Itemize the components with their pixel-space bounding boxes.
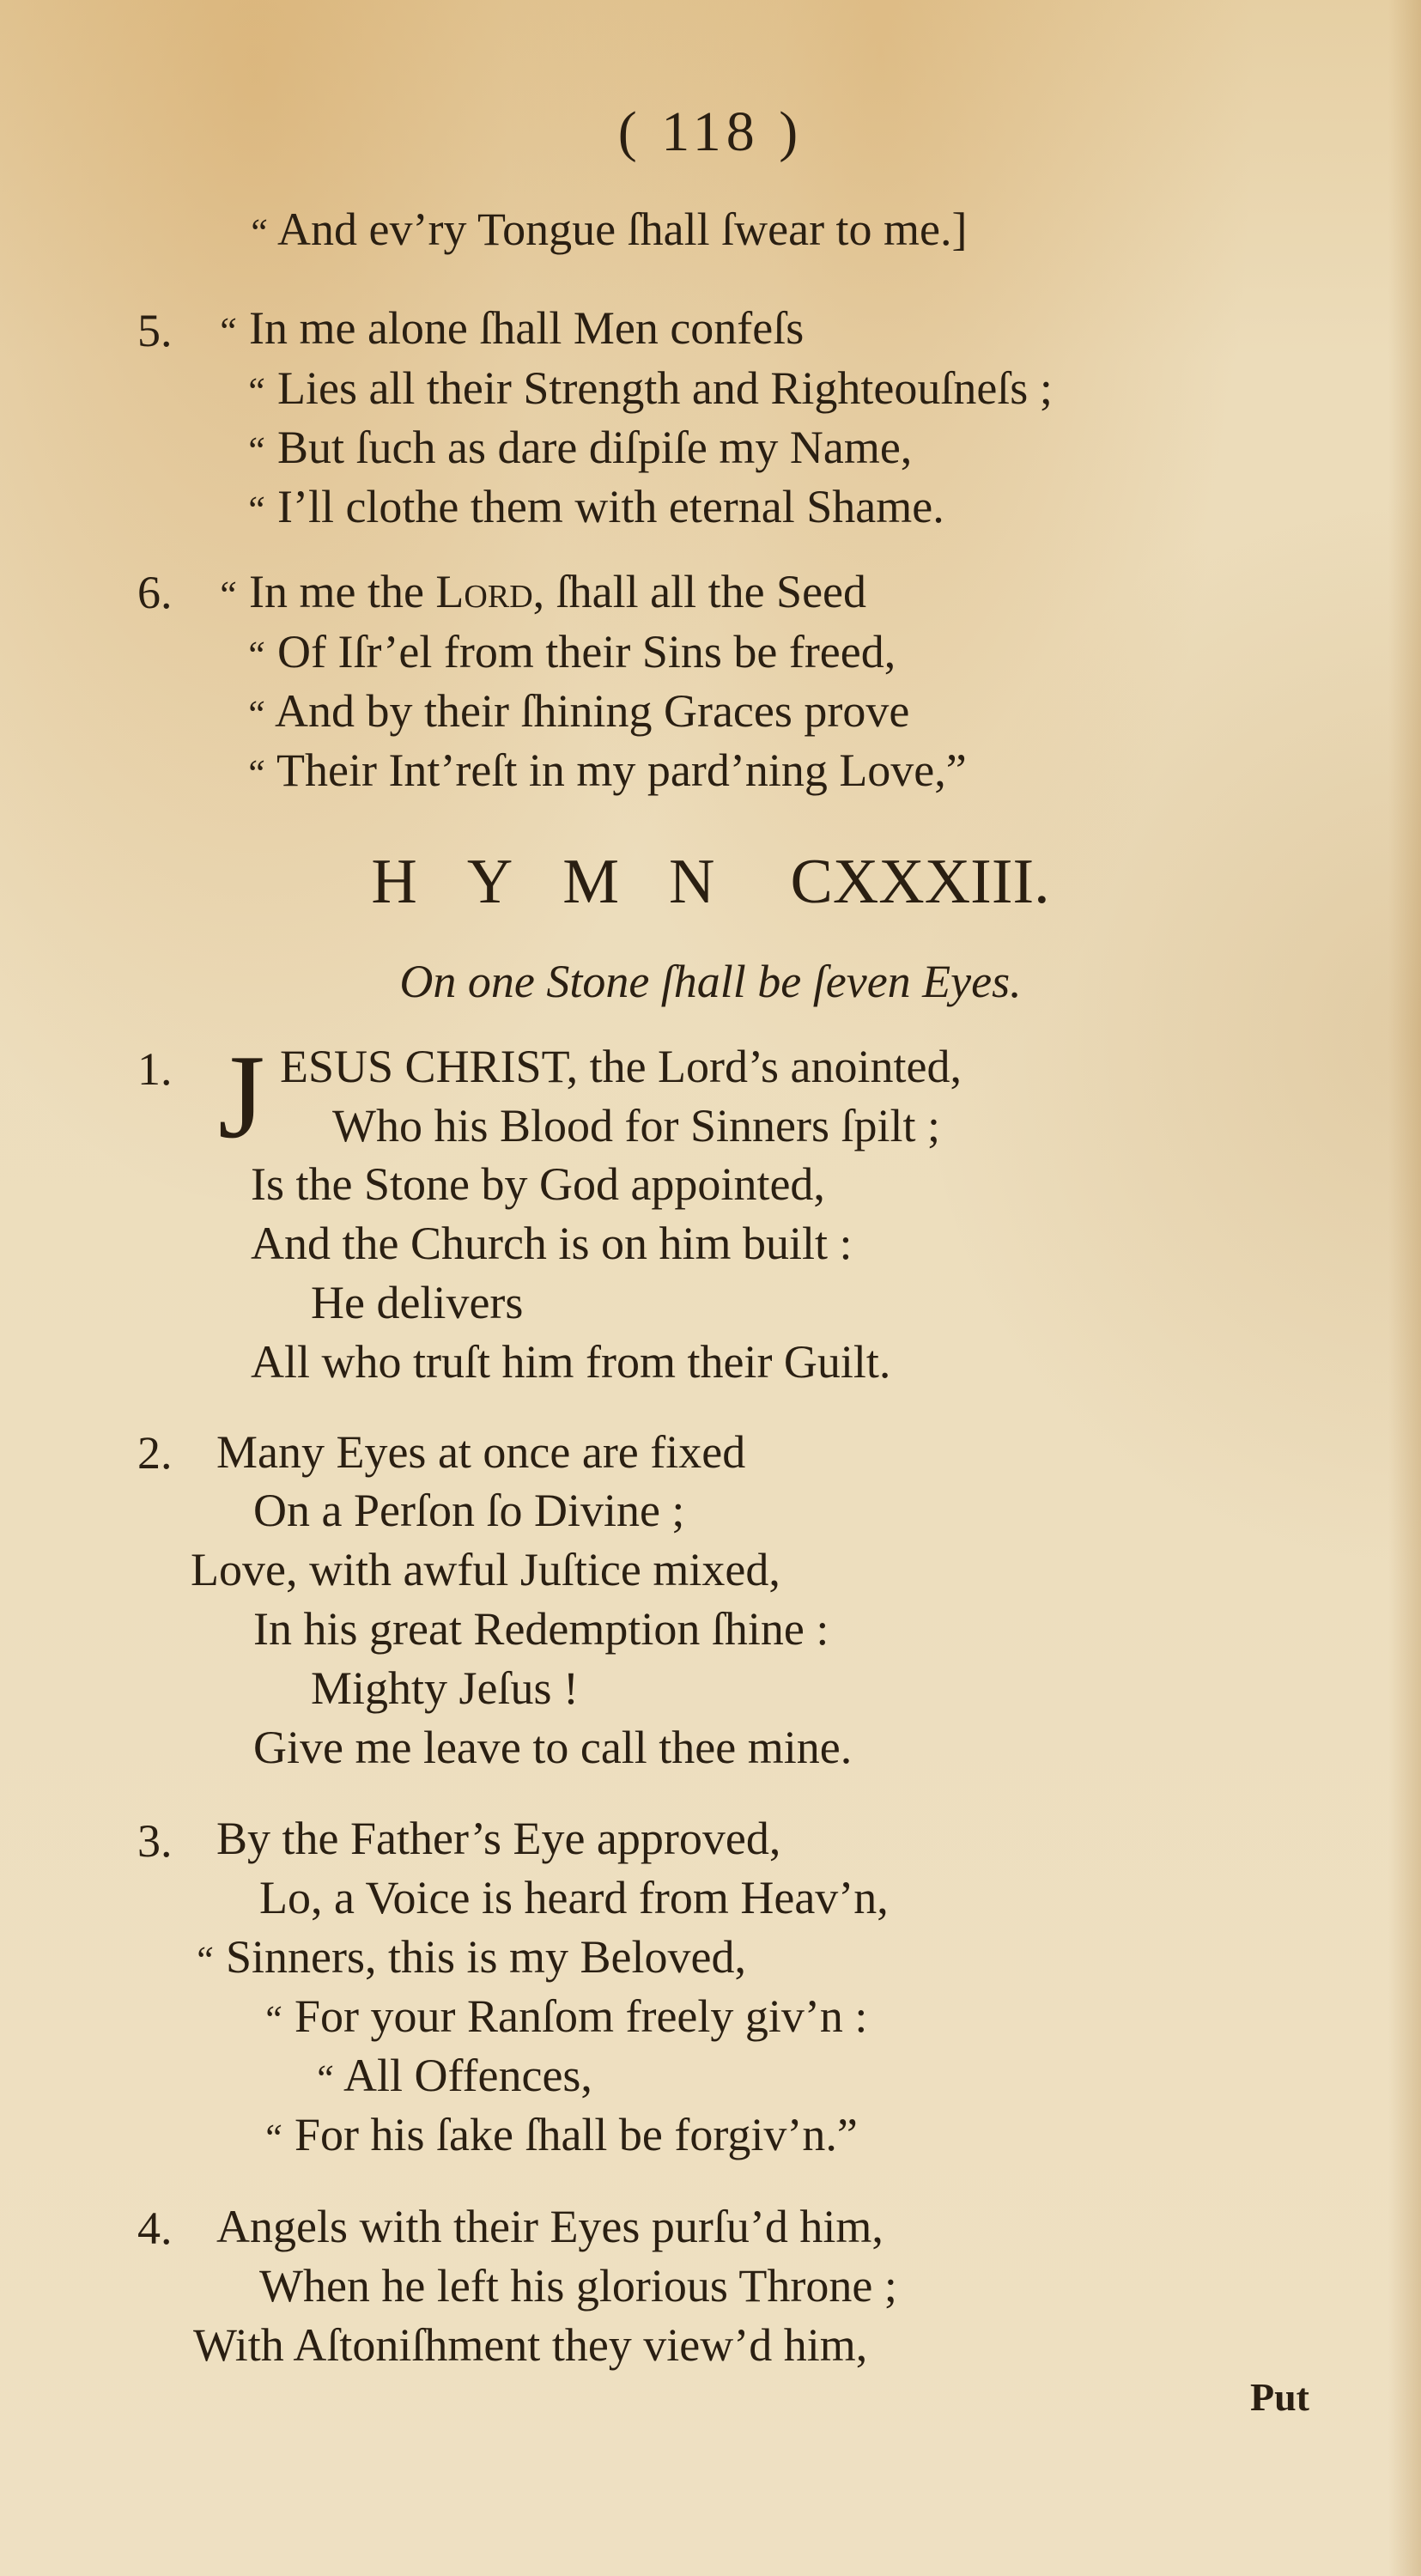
stanza-number: 4. xyxy=(137,2202,173,2254)
verse-line: “ And by their ſhining Graces prove xyxy=(245,685,910,737)
stanza-number: 3. xyxy=(137,1815,173,1867)
verse-line: “ Of Iſr’el from their Sins be freed, xyxy=(245,626,896,677)
verse-line: All who truſt him from their Guilt. xyxy=(251,1336,891,1388)
verse-line: When he left his glorious Throne ; xyxy=(259,2260,897,2312)
page-number: ( 118 ) xyxy=(617,100,804,163)
verse-line: Is the Stone by God appointed, xyxy=(251,1158,825,1210)
verse-line: “ In me alone ſhall Men confeſs xyxy=(216,302,805,354)
drop-cap: J xyxy=(218,1030,265,1163)
verse-line: Angels with their Eyes purſu’d him, xyxy=(216,2201,884,2252)
verse-line: With Aſtoniſhment they view’d him, xyxy=(193,2319,868,2371)
verse-line: Give me leave to call thee mine. xyxy=(253,1722,853,1773)
verse-line: Lo, a Voice is heard from Heav’n, xyxy=(259,1872,889,1923)
verse-line: “ For your Ranſom freely giv’n : xyxy=(262,1990,868,2042)
verse-line: By the Father’s Eye approved, xyxy=(216,1813,781,1864)
verse-line: ESUS CHRIST, the Lord’s anointed, xyxy=(280,1041,962,1092)
verse-line: “ Lies all their Strength and Righteouſneſs ; xyxy=(245,362,1053,414)
verse-line: “ And ev’ry Tongue ſhall ſwear to me.] xyxy=(247,204,968,255)
page-edge-shadow xyxy=(1388,0,1421,2576)
verse-line: “ Their Int’reſt in my pard’ning Love,” xyxy=(245,744,967,796)
verse-line: “ But ſuch as dare diſpiſe my Name, xyxy=(245,422,913,473)
verse-line: Who his Blood for Sinners ſpilt ; xyxy=(332,1100,940,1151)
verse-line: Love, with awful Juſtice mixed, xyxy=(191,1544,780,1595)
stanza-number: 2. xyxy=(137,1427,173,1479)
verse-line: “ I’ll clothe them with eternal Shame. xyxy=(245,481,944,532)
verse-line: “ Sinners, this is my Beloved, xyxy=(193,1931,746,1983)
hymn-subtitle: On one Stone ſhall be ſeven Eyes. xyxy=(399,956,1022,1007)
verse-line: In his great Redemption ſhine : xyxy=(253,1603,829,1655)
hymn-title: HYMN CXXXIII. xyxy=(371,847,1050,917)
verse-line: He delivers xyxy=(311,1277,524,1328)
verse-line: “ In me the Lord, ſhall all the Seed xyxy=(216,566,867,617)
verse-number: 6. xyxy=(137,567,173,618)
verse-number: 5. xyxy=(137,305,173,356)
verse-line: “ All Offences, xyxy=(313,2050,592,2101)
verse-line: Mighty Jeſus ! xyxy=(311,1662,580,1714)
verse-line: And the Church is on him built : xyxy=(251,1218,853,1269)
verse-line: “ For his ſake ſhall be forgiv’n.” xyxy=(262,2109,858,2160)
stanza-number: 1. xyxy=(137,1043,173,1095)
verse-line: Many Eyes at once are fixed xyxy=(216,1426,746,1478)
catchword: Put xyxy=(1250,2375,1309,2419)
verse-line: On a Perſon ſo Divine ; xyxy=(253,1485,685,1536)
